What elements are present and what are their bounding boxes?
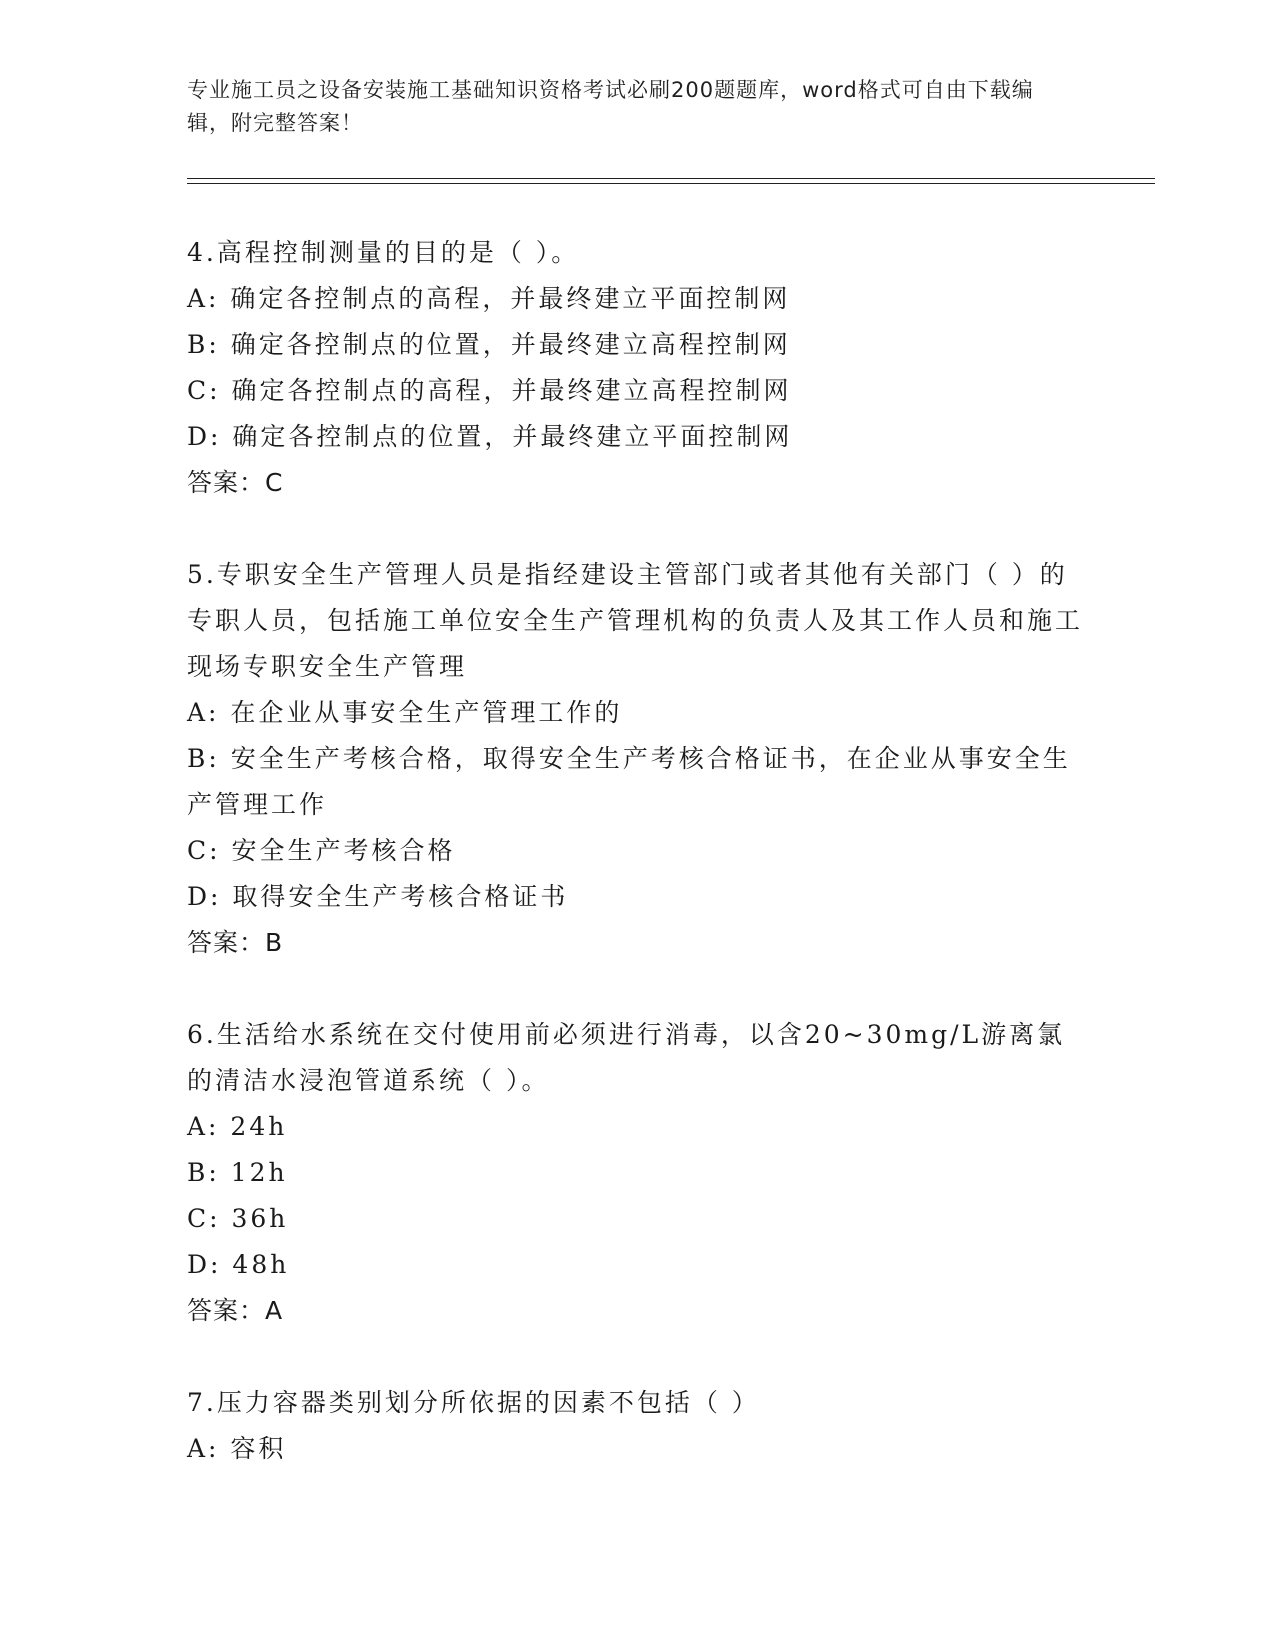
- option-c: C: 36h: [187, 1204, 289, 1233]
- question-stem: 4.高程控制测量的目的是（ ）。: [187, 238, 580, 267]
- question-list: [187, 230, 1087, 1518]
- option-a: A: 24h: [187, 1112, 288, 1141]
- option-c: C: 安全生产考核合格: [187, 836, 456, 865]
- header-rule-top: [187, 178, 1155, 179]
- question-5: [187, 552, 1087, 966]
- option-a: A: 在企业从事安全生产管理工作的: [187, 698, 623, 727]
- option-d: D: 取得安全生产考核合格证书: [187, 882, 569, 911]
- answer-label: 答案：C: [187, 468, 284, 497]
- answer-label: 答案：A: [187, 1296, 284, 1325]
- option-a: A: 容积: [187, 1434, 287, 1463]
- question-7: [187, 1380, 1087, 1472]
- option-b: B: 确定各控制点的位置，并最终建立高程控制网: [187, 330, 791, 359]
- option-a: A: 确定各控制点的高程，并最终建立平面控制网: [187, 284, 791, 313]
- option-d: D: 确定各控制点的位置，并最终建立平面控制网: [187, 422, 793, 451]
- option-c: C: 确定各控制点的高程，并最终建立高程控制网: [187, 376, 792, 405]
- question-stem: 6.生活给水系统在交付使用前必须进行消毒，以含20~30mg/L游离氯的清洁水浸泡管道系统（ ）。: [187, 1020, 1066, 1095]
- answer-label: 答案：B: [187, 928, 284, 957]
- option-b: B: 安全生产考核合格，取得安全生产考核合格证书，在企业从事安全生产管理工作: [187, 744, 1071, 819]
- option-d: D: 48h: [187, 1250, 290, 1279]
- question-stem: 7.压力容器类别划分所依据的因素不包括（ ）: [187, 1388, 760, 1417]
- option-b: B: 12h: [187, 1158, 288, 1187]
- question-stem: 5.专职安全生产管理人员是指经建设主管部门或者其他有关部门（ ）的专职人员，包括施工单位安全生产管理机构的负责人及其工作人员和施工现场专职安全生产管理: [187, 560, 1084, 681]
- question-4: [187, 230, 1087, 506]
- question-6: [187, 1012, 1087, 1334]
- header-rule-bottom: [187, 183, 1155, 184]
- document-header: 专业施工员之设备安装施工基础知识资格考试必刷200题题库，word格式可自由下载编辑，附完整答案！: [187, 78, 1034, 135]
